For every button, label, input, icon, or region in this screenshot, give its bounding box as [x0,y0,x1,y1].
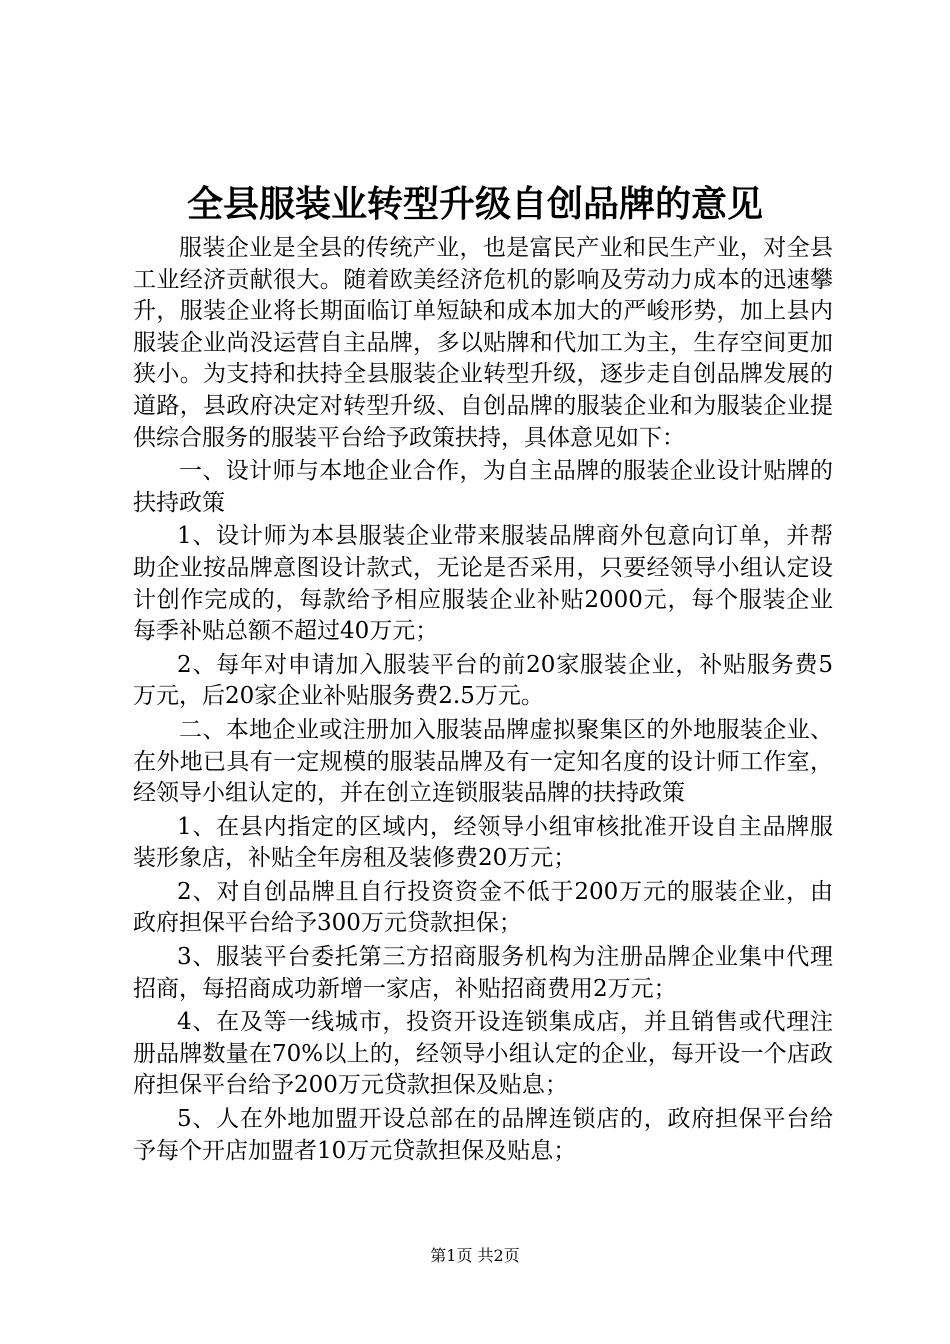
document-body [133,233,833,1167]
intro-paragraph: 服装企业是全县的传统产业，也是富民产业和民生产业，对全县工业经济贡献很大。随着欧美经济危机的影响及劳动力成本的迅速攀升，服装企业将长期面临订单短缺和成本加大的严峻形势，加上县内服装企业尚没运营自主品牌，多以贴牌和代加工为主，生存空间更加狭小。为支持和扶持全县服装企业转型升级，逐步走自创品牌发展的道路，县政府决定对转型升级、自创品牌的服装企业和为服装企业提供综合服务的服装平台给予政策扶持，具体意见如下： [133,235,833,451]
list-item: 5、人在外地加盟开设总部在的品牌连锁店的，政府担保平台给予每个开店加盟者10万元贷款担保及贴息； [133,1106,833,1164]
list-item: 1、在县内指定的区域内，经领导小组审核批准开设自主品牌服装形象店，补贴全年房租及装修费20万元； [133,813,833,872]
section-heading-2: 二、本地企业或注册加入服装品牌虚拟聚集区的外地服装企业、在外地已具有一定规模的服装品牌及有一定知名度的设计师工作室，经领导小组认定的，并在创立连锁服装品牌的扶持政策 [133,716,833,807]
page-number: 第1页 共2页 [430,1246,520,1265]
list-item: 2、每年对申请加入服装平台的前20家服装企业，补贴服务费5万元，后20家企业补贴服务费2.5万元。 [133,651,833,710]
section-heading-1: 一、设计师与本地企业合作，为自主品牌的服装企业设计贴牌的扶持政策 [133,458,833,516]
document-title: 全县服装业转型升级自创品牌的意见 [186,183,763,225]
list-item: 4、在及等一线城市，投资开设连锁集成店，并且销售或代理注册品牌数量在70%以上的，经领导小组认定的企业，每开设一个店政府担保平台给予200万元贷款担保及贴息； [133,1009,833,1099]
list-item: 1、设计师为本县服装企业带来服装品牌商外包意向订单，并帮助企业按品牌意图设计款式，无论是否采用，只要经领导小组认定设计创作完成的，每款给予相应服装企业补贴2000元，每个服装企业每季补贴总额不超过40万元； [133,523,833,645]
list-item: 3、服装平台委托第三方招商服务机构为注册品牌企业集中代理招商，每招商成功新增一家店，补贴招商费用2万元； [133,944,833,1002]
list-item: 2、对自创品牌且自行投资资金不低于200万元的服装企业，由政府担保平台给予300万元贷款担保； [133,878,833,937]
